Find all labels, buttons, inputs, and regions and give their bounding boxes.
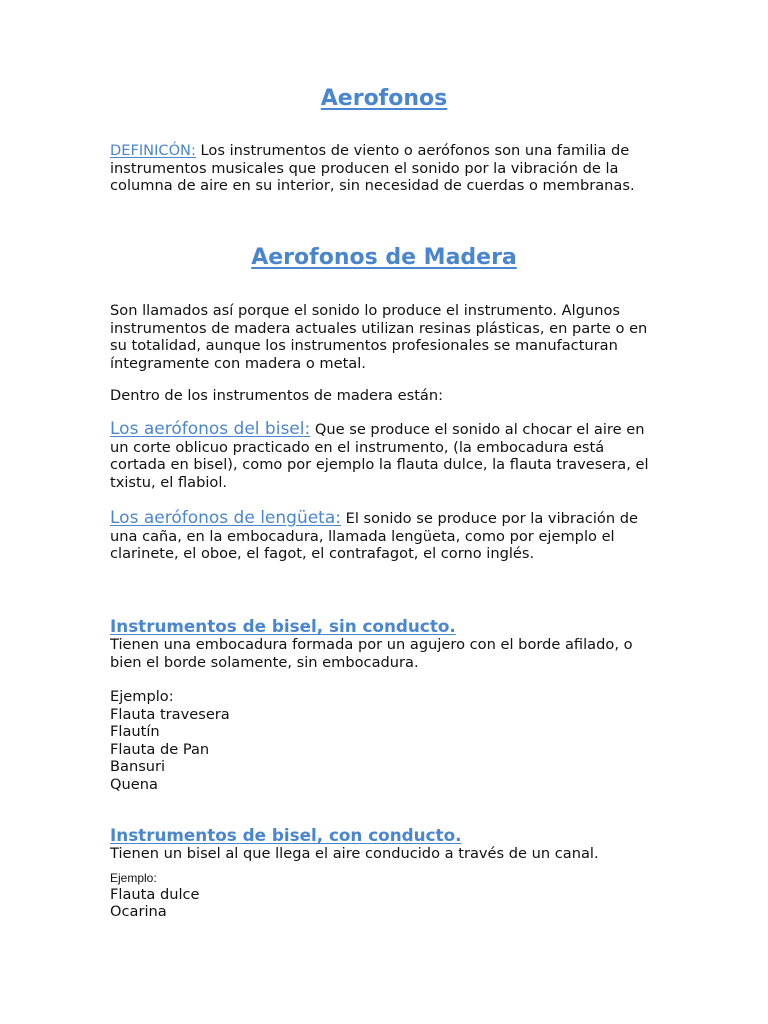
- con-conducto-section: [110, 825, 658, 921]
- sin-conducto-text: Tienen una embocadura formada por un agujero con el borde afilado, o bien el borde solamente, sin embocadura.: [110, 636, 633, 671]
- bisel-label: Los aerófonos del bisel:: [110, 419, 311, 439]
- dentro-paragraph: [110, 387, 658, 405]
- con-conducto-text: Tienen un bisel al que llega el aire conducido a través de un canal.: [110, 845, 599, 862]
- list-item: Flauta de Pan: [110, 740, 210, 758]
- list-item: Flauta travesera: [110, 705, 230, 723]
- intro-text: Son llamados así porque el sonido lo produce el instrumento. Algunos instrumentos de madera actuales utilizan resinas plásticas, en parte o en su totalidad, aunque los instrumentos profesionales se manufacturan íntegramente con madera o metal.: [110, 302, 648, 372]
- dentro-text: Dentro de los instrumentos de madera están:: [110, 387, 444, 404]
- definition-paragraph: [110, 142, 658, 195]
- sin-conducto-example-label: Ejemplo:: [110, 688, 174, 705]
- sin-conducto-heading: Instrumentos de bisel, sin conducto.: [110, 616, 456, 636]
- bisel-text: Que se produce el sonido al chocar el aire en un corte oblicuo practicado en el instrumento, (la embocadura está cortada en bisel), como por ejemplo la flauta dulce, la flauta travesera, el txistu, el flabiol.: [110, 421, 649, 491]
- list-item: Flautín: [110, 723, 160, 740]
- list-item: Bansuri: [110, 758, 166, 775]
- con-conducto-list: [110, 886, 658, 921]
- list-item: Quena: [110, 775, 158, 793]
- list-item: Flauta dulce: [110, 885, 200, 903]
- sin-conducto-list: [110, 706, 658, 794]
- bisel-paragraph: [110, 421, 658, 491]
- lengueta-paragraph: [110, 510, 658, 563]
- section-title: Aerofonos de Madera: [251, 245, 517, 270]
- lengueta-text: El sonido se produce por la vibración de una caña, en la embocadura, llamada lengüeta, como por ejemplo el clarinete, el oboe, el fagot, el contrafagot, el corno inglés.: [110, 510, 638, 562]
- list-item: Ocarina: [110, 903, 167, 920]
- lengueta-label: Los aerófonos de lengüeta:: [110, 508, 341, 528]
- definition-label: DEFINICÓN:: [110, 142, 196, 159]
- intro-paragraph: [110, 302, 658, 372]
- con-conducto-example-label: Ejemplo:: [110, 870, 157, 885]
- definition-text: Los instrumentos de viento o aerófonos son una familia de instrumentos musicales que producen el sonido por la vibración de la columna de aire en su interior, sin necesidad de cuerdas o membranas.: [110, 142, 635, 194]
- page-title: Aerofonos: [320, 86, 448, 111]
- sin-conducto-section: [110, 616, 658, 793]
- con-conducto-heading: Instrumentos de bisel, con conducto.: [110, 825, 462, 845]
